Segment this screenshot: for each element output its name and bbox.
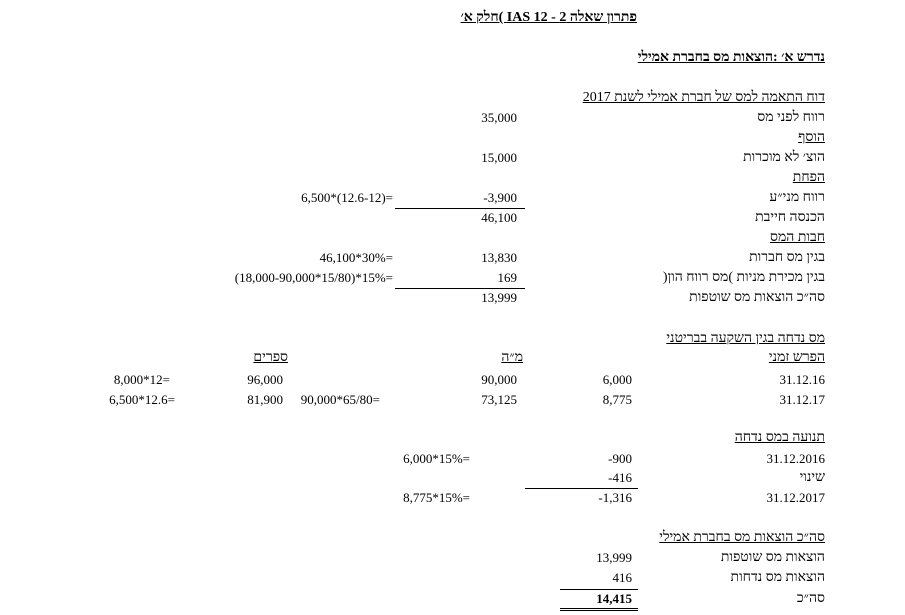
movement-heading: תנועה במס נדחה [734, 430, 825, 445]
calc-underline [525, 488, 638, 489]
deduct-heading: הפחת [792, 170, 825, 185]
securities-gain-label: רווח מני״ע [769, 190, 825, 205]
non-deductible-label: הוצ׳ לא מוכרות [743, 150, 825, 165]
page-title: פתרון שאלה 2 - IAS 12 )חלק א׳ [460, 10, 637, 25]
calc-underline [395, 288, 525, 289]
movement-change-label: שינוי [799, 470, 825, 485]
corporate-tax-value: 13,830 [481, 250, 517, 265]
profit-before-tax-label: רווח לפני מס [757, 110, 825, 125]
total-double-underline [560, 608, 638, 609]
deferred-uk-heading: מס נדחה בגין השקעה בבריטני [666, 331, 825, 346]
securities-gain-calc: 6,500*(12.6-12)= [301, 190, 393, 205]
movement-closing-value: -1,316 [598, 490, 632, 505]
col-books: ספרים [253, 350, 288, 365]
total-double-underline [560, 610, 638, 611]
uk-row-2-diff: 8,775 [602, 392, 632, 407]
tax-liability-heading: חבות המס [770, 230, 825, 245]
summary-deferred-label: הוצאות מס נדחות [730, 570, 825, 585]
uk-row-1-date: 31.12.16 [779, 372, 825, 387]
non-deductible-value: 15,000 [481, 150, 517, 165]
corporate-tax-label: בגין מס חברות [749, 250, 825, 265]
uk-row-2-books: 81,900 [247, 392, 283, 407]
capital-gains-tax-value: 169 [497, 270, 517, 285]
summary-total-value: 14,415 [596, 591, 632, 606]
uk-row-2-books-calc: 6,500*12.6= [109, 392, 175, 407]
calc-underline [560, 589, 638, 590]
capital-gains-tax-label: בגין מכירת מניות )מס רווח הון( [662, 270, 825, 285]
uk-row-1-diff: 6,000 [602, 372, 632, 387]
movement-closing-calc: 8,775*15%= [403, 490, 470, 505]
summary-current-value: 13,999 [596, 550, 632, 565]
reconciliation-heading: דוח התאמה למס של חברת אמילי לשנת 2017 [582, 90, 825, 105]
movement-closing-date: 31.12.2017 [766, 490, 825, 505]
calc-underline [395, 208, 525, 209]
uk-row-1-tax: 90,000 [481, 372, 517, 387]
movement-opening-calc: 6,000*15%= [403, 451, 470, 466]
col-tax-base: מ״ה [501, 350, 523, 365]
add-heading: הוסף [798, 130, 825, 145]
total-current-value: 13,999 [481, 290, 517, 305]
summary-current-label: הוצאות מס שוטפות [720, 550, 825, 565]
movement-change-value: -416 [608, 470, 632, 485]
total-current-label: סה״כ הוצאות מס שוטפות [689, 290, 825, 305]
section-heading: נדרש א׳ :הוצאות מס בחברת אמילי [637, 50, 825, 65]
taxable-income-label: הכנסה חייבת [755, 210, 825, 225]
uk-row-2-tax-calc: 90,000*65/80= [300, 392, 380, 407]
uk-row-1-books-calc: 8,000*12= [113, 372, 170, 387]
uk-row-2-tax: 73,125 [481, 392, 517, 407]
corporate-tax-calc: 46,100*30%= [319, 250, 393, 265]
summary-deferred-value: 416 [612, 570, 632, 585]
uk-row-1-books: 96,000 [247, 372, 283, 387]
movement-opening-value: -900 [608, 451, 632, 466]
summary-total-label: סה״כ [796, 591, 825, 606]
taxable-income-value: 46,100 [481, 210, 517, 225]
capital-gains-tax-calc: (18,000-90,000*15/80)*15%= [234, 270, 393, 285]
movement-opening-date: 31.12.2016 [766, 451, 825, 466]
col-temporary-diff: הפרש זמני [768, 350, 825, 365]
uk-row-2-date: 31.12.17 [779, 392, 825, 407]
summary-heading: סה״כ הוצאות מס בחברת אמילי [659, 530, 825, 545]
securities-gain-value: -3,900 [483, 190, 517, 205]
profit-before-tax-value: 35,000 [481, 110, 517, 125]
